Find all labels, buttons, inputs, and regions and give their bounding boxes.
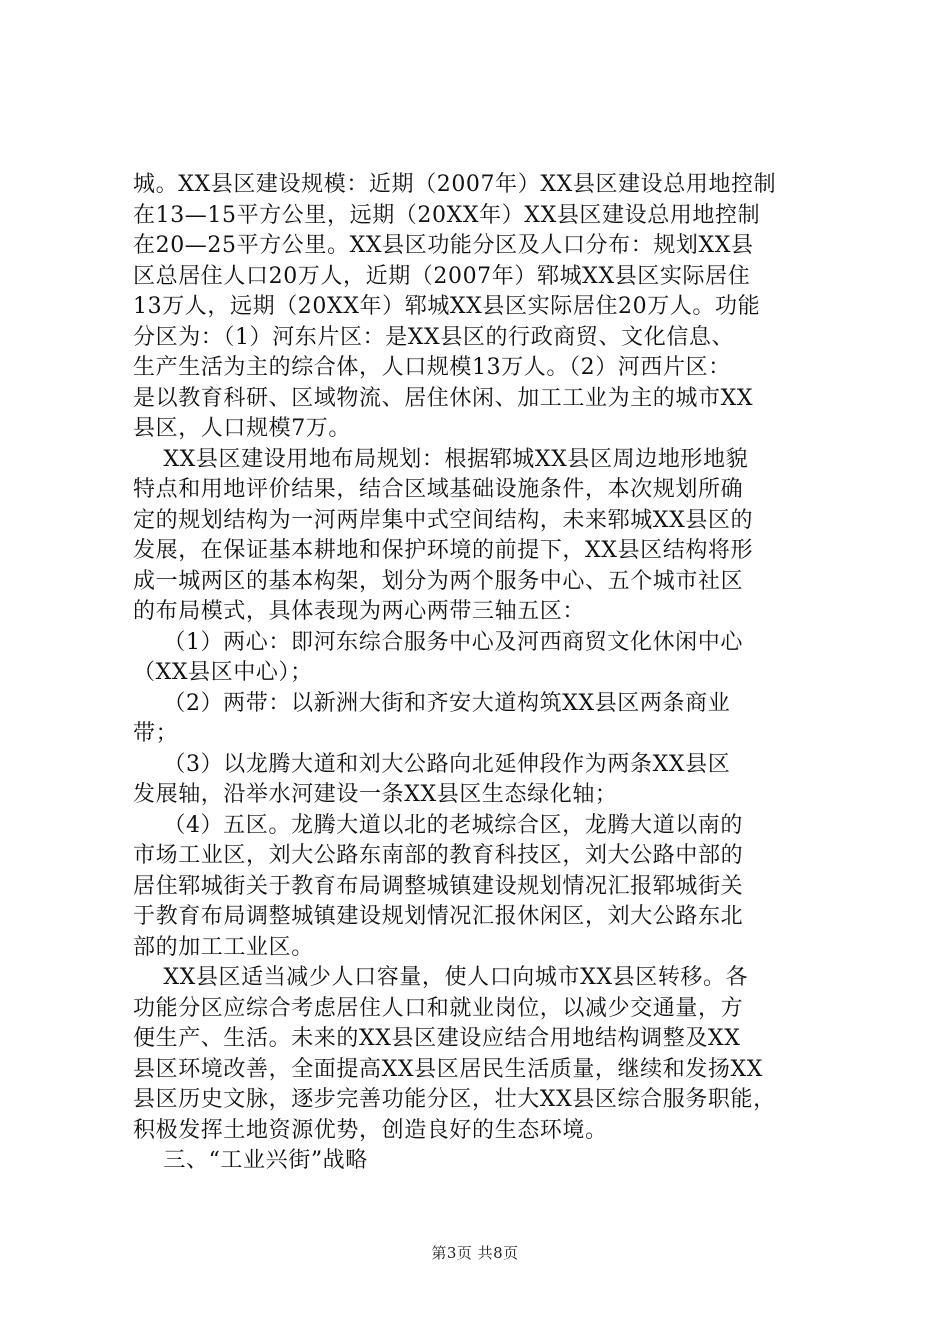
text-line: 在13—15平方公里，远期（20XX年）XX县区建设总用地控制 (133, 202, 761, 228)
text-line: 功能分区应综合考虑居住人口和就业岗位，以减少交通量，方 (133, 995, 744, 1021)
text-line: 于教育布局调整城镇建设规划情况汇报休闲区，刘大公路东北 (133, 904, 744, 929)
text-line: 带； (133, 721, 179, 746)
text-line: XX县区建设用地布局规划：根据郓城XX县区周边地形地貌 (133, 446, 749, 472)
text-line: 居住郓城街关于教育布局调整城镇建设规划情况汇报郓城街关 (133, 873, 744, 899)
text-line: 的布局模式，具体表现为两心两带三轴五区： (133, 599, 586, 624)
page-footer: 第3页 共8页 (431, 1244, 519, 1262)
text-line: 13万人，远期（20XX年）郓城XX县区实际居住20万人。功能 (133, 294, 761, 319)
text-line: （XX县区中心）； (133, 660, 313, 685)
text-line: 便生产、生活。未来的XX县区建设应结合用地结构调整及XX (133, 1026, 741, 1051)
text-line: （2）两带：以新洲大街和齐安大道构筑XX县区两条商业 (133, 690, 731, 716)
text-line: 县区环境改善，全面提高XX县区居民生活质量，继续和发扬XX (133, 1056, 764, 1082)
text-line: 积极发挥土地资源优势，创造良好的生态环境。 (133, 1117, 608, 1143)
text-line: 三、“工业兴街”战略 (133, 1148, 368, 1173)
text-line: （1）两心：即河东综合服务中心及河西商贸文化休闲中心 (133, 629, 743, 655)
text-line: （3）以龙腾大道和刘大公路向北延伸段作为两条XX县区 (133, 751, 731, 777)
text-line: 分区为：（1）河东片区：是XX县区的行政商贸、文化信息、 (133, 324, 735, 350)
text-line: 特点和用地评价结果，结合区域基础设施条件，本次规划所确 (133, 477, 744, 502)
text-line: 市场工业区，刘大公路东南部的教育科技区，刘大公路中部的 (133, 843, 744, 868)
text-line: 成一城两区的基本构架，划分为两个服务中心、五个城市社区 (133, 568, 744, 594)
text-line: 生产生活为主的综合体，人口规模13万人。（2）河西片区： (133, 355, 731, 380)
text-line: 在20—25平方公里。XX县区功能分区及人口分布：规划XX县 (133, 233, 754, 258)
text-line: 发展轴，沿举水河建设一条XX县区生态绿化轴； (133, 782, 618, 807)
text-line: 部的加工工业区。 (133, 934, 314, 960)
text-line: 县区，人口规模7万。 (133, 416, 351, 441)
text-line: 发展，在保证基本耕地和保护环境的前提下，XX县区结构将形 (133, 538, 754, 563)
document-body (133, 170, 833, 1177)
text-line: 区总居住人口20万人，近期（2007年）郓城XX县区实际居住 (133, 263, 751, 289)
text-line: 是以教育科研、区域物流、居住休闲、加工工业为主的城市XX (133, 385, 754, 411)
text-line: 城。XX县区建设规模：近期（2007年）XX县区建设总用地控制 (133, 172, 777, 197)
text-line: XX县区适当减少人口容量，使人口向城市XX县区转移。各 (133, 965, 749, 990)
text-line: （4）五区。龙腾大道以北的老城综合区，龙腾大道以南的 (133, 812, 743, 838)
text-line: 定的规划结构为一河两岸集中式空间结构，未来郓城XX县区的 (133, 507, 754, 533)
text-line: 县区历史文脉，逐步完善功能分区，壮大XX县区综合服务职能， (133, 1087, 776, 1112)
